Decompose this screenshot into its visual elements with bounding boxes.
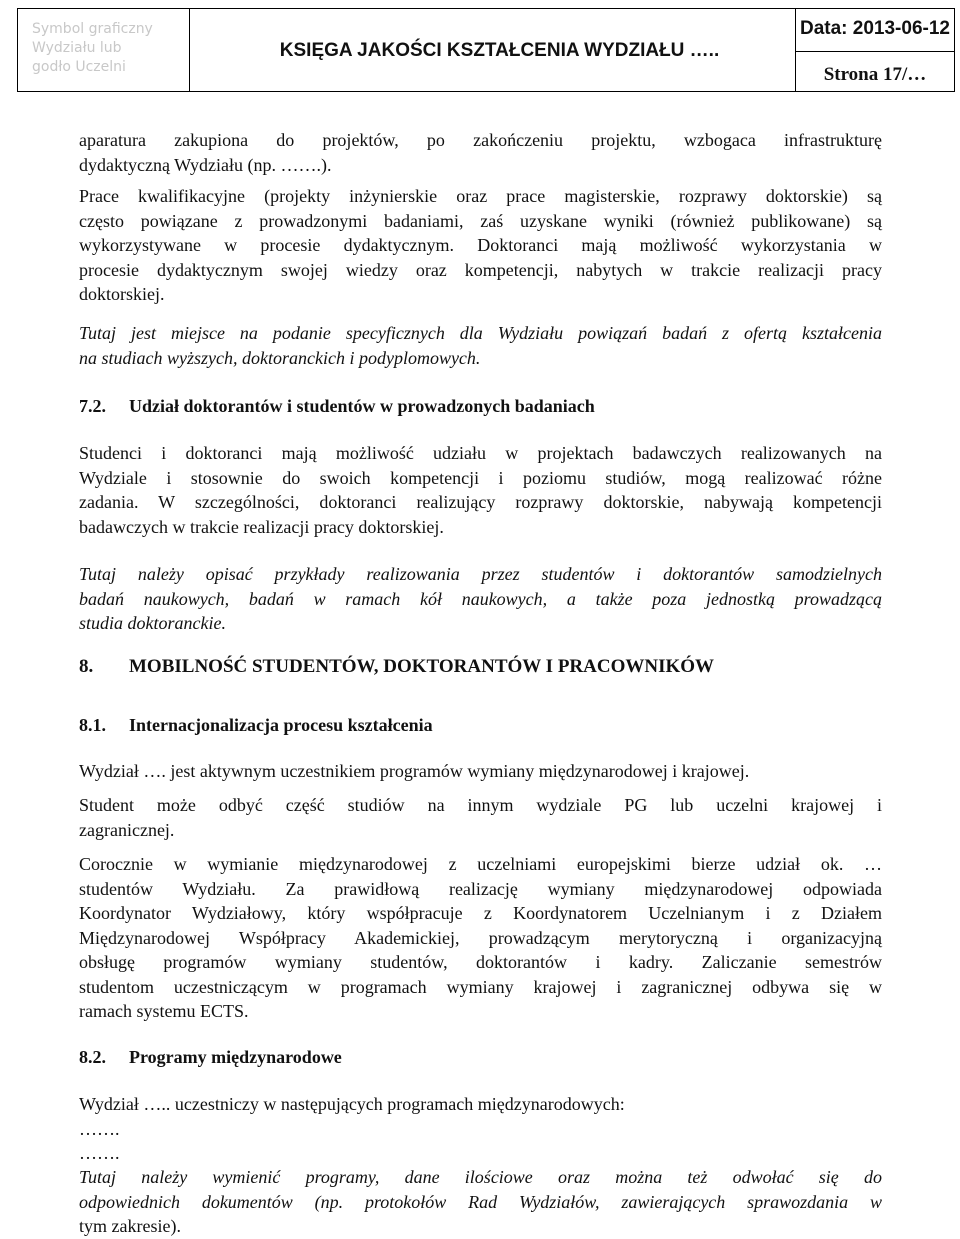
- section-title: Udział doktorantów i studentów w prowadzonych badaniach: [129, 396, 595, 416]
- document-date: Data: 2013-06-12: [800, 18, 950, 39]
- text-line: Koordynator Wydziałowy, który współpracuje z Koordynatorem Uczelnianym i z Działem: [79, 903, 882, 923]
- paragraph-yearly-exchange: [79, 852, 882, 1024]
- logo-placeholder-line: godło Uczelni: [32, 59, 126, 75]
- header-left-border: [17, 8, 18, 92]
- text-line: doktorskiej.: [79, 284, 165, 304]
- paragraph-infrastructure: [79, 128, 882, 177]
- section-number: 8.1.: [79, 715, 106, 735]
- paragraph-instructions-examples: [79, 562, 882, 636]
- text-line: tym zakresie).: [79, 1216, 181, 1236]
- section-heading-8-1: [79, 713, 433, 737]
- text-line: Corocznie w wymianie międzynarodowej z uczelniami europejskimi bierze udział ok. …: [79, 854, 882, 874]
- logo-placeholder-line: Symbol graficzny: [32, 21, 153, 37]
- header-meta: [795, 8, 955, 90]
- header-bottom-rule: [17, 91, 955, 92]
- text-line: Tutaj należy wymienić programy, dane ilościowe oraz można też odwołać się do: [79, 1167, 882, 1187]
- logo-placeholder-line: Wydziału lub: [32, 40, 122, 56]
- paragraph-instructions-links: [79, 321, 882, 370]
- text-line: Studenci i doktoranci mają możliwość udziału w projektach badawczych realizowanych na: [79, 443, 882, 463]
- section-number: 8.2.: [79, 1047, 106, 1067]
- text-line: studia doktoranckie.: [79, 613, 226, 633]
- text-line: na studiach wyższych, doktoranckich i podyplomowych.: [79, 347, 481, 368]
- text-line: Prace kwalifikacyjne (projekty inżynierskie oraz prace magisterskie, rozprawy doktorskie) są: [79, 186, 882, 206]
- text-line: studentom uczestniczącym w programach wymiany krajowej i zagranicznej odbywa się w: [79, 976, 882, 997]
- document-title: KSIĘGA JAKOŚCI KSZTAŁCENIA WYDZIAŁU …..: [279, 40, 720, 61]
- section-title: MOBILNOŚĆ STUDENTÓW, DOKTORANTÓW I PRACOWNIKÓW: [129, 656, 715, 677]
- section-title: Programy międzynarodowe: [129, 1047, 342, 1067]
- page-number: Strona 17/…: [823, 64, 927, 85]
- text-line: Wydział ….. uczestniczy w następujących programach międzynarodowych:: [79, 1094, 625, 1114]
- text-line: procesie dydaktycznym swojej wiedzy oraz kompetencji, nabytych w trakcie realizacji pracy: [79, 259, 882, 280]
- text-line: zagranicznej.: [79, 819, 175, 840]
- text-line: Tutaj należy opisać przykłady realizowania przez studentów i doktorantów samodzielnych: [79, 564, 882, 584]
- paragraph-student-exchange: [79, 793, 882, 842]
- text-line: badań naukowych, badań w ramach kół naukowych, a także poza jednostką prowadzącą: [79, 588, 882, 609]
- text-line: zadania. W szczególności, doktoranci realizujący rozprawy doktorskie, nabywają kompetencji: [79, 492, 882, 512]
- placeholder-dots: …….: [79, 1143, 120, 1163]
- section-heading-8-2: [79, 1045, 342, 1069]
- text-line: Wydział …. jest aktywnym uczestnikiem programów wymiany międzynarodowej i krajowej.: [79, 761, 750, 781]
- text-line: ramach systemu ECTS.: [79, 1001, 249, 1021]
- text-line: często powiązane z prowadzonymi badaniami, zaś uzyskane wyniki (również publikowane) są: [79, 210, 882, 231]
- text-line: Wydziale i stosownie do swoich kompetencji i poziomu studiów, mogą realizować różne: [79, 467, 882, 488]
- section-title: Internacjonalizacja procesu kształcenia: [129, 715, 433, 735]
- section-number: 7.2.: [79, 396, 106, 416]
- text-line: wykorzystywane w procesie dydaktycznym. Doktoranci mają możliwość wykorzystania w: [79, 235, 882, 255]
- section-number: 8.: [79, 656, 94, 677]
- page-header: [17, 8, 955, 90]
- section-heading-7-2: [79, 394, 595, 418]
- text-line: odpowiednich dokumentów (np. protokołów Rad Wydziałów, zawierających sprawozdania w: [79, 1191, 882, 1212]
- paragraph-programs: [79, 1092, 882, 1166]
- faculty-logo-placeholder: [32, 20, 202, 77]
- text-line: dydaktyczną Wydziału (np. …….).: [79, 154, 332, 175]
- text-line: studentów Wydziału. Za prawidłową realizację wymiany międzynarodowej odpowiada: [79, 878, 882, 899]
- text-line: Międzynarodowej Współpracy Akademickiej, prowadzącym merytoryczną i organizacyjną: [79, 927, 882, 948]
- text-line: aparatura zakupiona do projektów, po zakończeniu projektu, wzbogaca infrastrukturę: [79, 130, 882, 150]
- text-line: obsługę programów wymiany studentów, doktorantów i kadry. Zaliczanie semestrów: [79, 952, 882, 972]
- text-line: Student może odbyć część studiów na innym wydziale PG lub uczelni krajowej i: [79, 795, 882, 815]
- section-heading-8: [79, 655, 714, 679]
- paragraph-theses: [79, 184, 882, 307]
- placeholder-dots: …….: [79, 1118, 120, 1139]
- paragraph-instructions-programs: [79, 1165, 882, 1239]
- paragraph-exchange-participant: [79, 759, 882, 784]
- paragraph-participation: [79, 441, 882, 539]
- text-line: Tutaj jest miejsce na podanie specyficznych dla Wydziału powiązań badań z ofertą kształcenia: [79, 323, 882, 343]
- text-line: badawczych w trakcie realizacji pracy doktorskiej.: [79, 516, 444, 537]
